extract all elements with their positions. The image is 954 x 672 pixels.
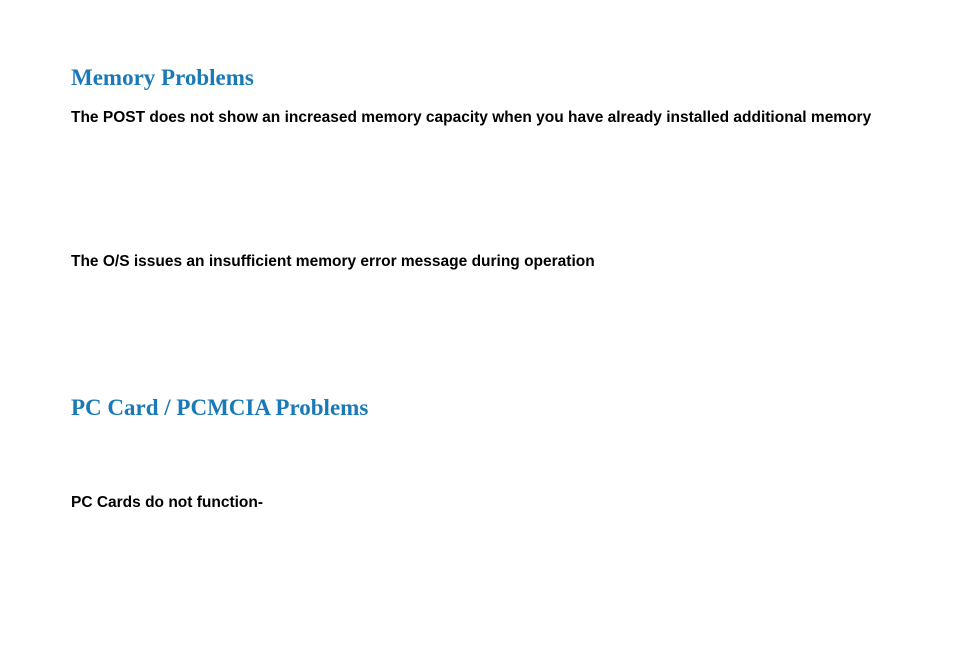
post-memory-capacity-issue: The POST does not show an increased memory capacity when you have already installed additional memory — [71, 109, 872, 126]
pc-cards-not-functioning-issue: PC Cards do not function- — [71, 494, 264, 511]
memory-problems-heading: Memory Problems — [71, 65, 254, 90]
insufficient-memory-error-issue: The O/S issues an insufficient memory error message during operation — [71, 253, 595, 270]
pc-card-problems-heading: PC Card / PCMCIA Problems — [71, 395, 369, 420]
